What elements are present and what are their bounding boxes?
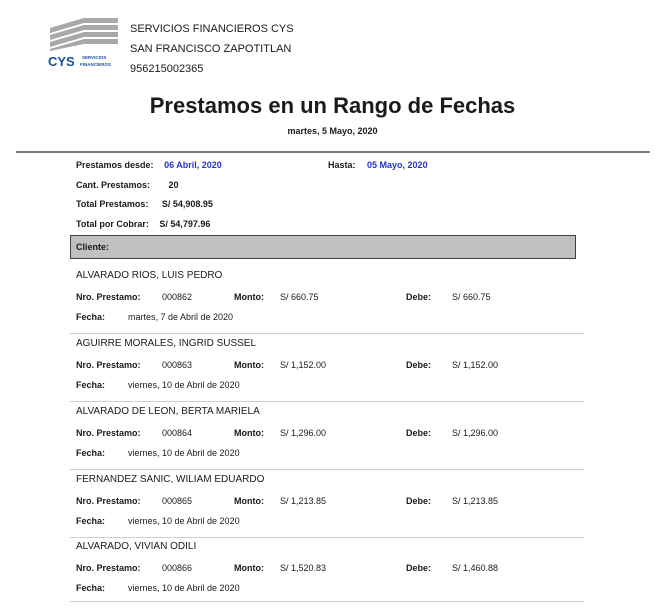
fecha-label: Fecha:: [76, 516, 106, 526]
cliente-header: Cliente:: [70, 235, 576, 259]
cobrar-label: Total por Cobrar:: [76, 219, 149, 229]
fecha-value: martes, 7 de Abril de 2020: [128, 312, 234, 322]
nro-label: Nro. Prestamo:: [76, 563, 141, 573]
svg-text:FINANCIEROS: FINANCIEROS: [80, 62, 112, 67]
desde-value: 06 Abril, 2020: [164, 160, 222, 170]
desde-label: Prestamos desde:: [76, 160, 154, 170]
nro-value: 000865: [162, 496, 193, 506]
company-logo: [44, 14, 120, 70]
nro-label: Nro. Prestamo:: [76, 360, 141, 370]
debe-label: Debe:: [406, 496, 432, 506]
debe-value: S/ 660.75: [452, 292, 491, 302]
monto-label: Monto:: [234, 428, 264, 438]
loan-divider: [70, 601, 584, 602]
debe-label: Debe:: [406, 292, 432, 302]
debe-value: S/ 1,296.00: [452, 428, 499, 438]
monto-label: Monto:: [234, 360, 264, 370]
fecha-label: Fecha:: [76, 448, 106, 458]
client-name: ALVARADO DE LEON, BERTA MARIELA: [76, 406, 260, 417]
monto-value: S/ 1,296.00: [280, 428, 327, 438]
monto-label: Monto:: [234, 292, 264, 302]
debe-label: Debe:: [406, 360, 432, 370]
loan-item: [70, 406, 590, 474]
nro-value: 000864: [162, 428, 193, 438]
debe-label: Debe:: [406, 428, 432, 438]
cant-label: Cant. Prestamos:: [76, 180, 151, 190]
company-phone: 956215002365: [130, 63, 204, 75]
monto-value: S/ 1,520.83: [280, 563, 327, 573]
cant-value: 20: [168, 180, 179, 190]
loan-item: [70, 474, 590, 542]
monto-label: Monto:: [234, 496, 264, 506]
monto-value: S/ 1,213.85: [280, 496, 327, 506]
company-info: [130, 19, 294, 79]
debe-label: Debe:: [406, 563, 432, 573]
monto-value: S/ 660.75: [280, 292, 319, 302]
nro-value: 000862: [162, 292, 193, 302]
client-name: AGUIRRE MORALES, INGRID SUSSEL: [76, 338, 257, 349]
svg-text:SERVICIOS: SERVICIOS: [82, 55, 107, 60]
cant-row: [76, 180, 179, 190]
loan-divider: [70, 469, 584, 470]
nro-label: Nro. Prestamo:: [76, 292, 141, 302]
loan-divider: [70, 333, 584, 334]
debe-value: S/ 1,213.85: [452, 496, 499, 506]
loan-item: [70, 338, 590, 406]
loan-divider: [70, 401, 584, 402]
fecha-label: Fecha:: [76, 583, 106, 593]
report-header: [0, 0, 665, 80]
hasta-label: Hasta:: [328, 160, 356, 170]
fecha-value: viernes, 10 de Abril de 2020: [128, 583, 240, 593]
loan-item: [70, 541, 590, 609]
nro-label: Nro. Prestamo:: [76, 496, 141, 506]
loan-item: [70, 270, 590, 338]
report-date: martes, 5 Mayo, 2020: [287, 126, 378, 136]
client-name: FERNANDEZ SANIC, WILIAM EDUARDO: [76, 474, 265, 485]
company-location: SAN FRANCISCO ZAPOTITLAN: [130, 43, 292, 55]
monto-label: Monto:: [234, 563, 264, 573]
hasta-value: 05 Mayo, 2020: [367, 160, 428, 170]
cobrar-row: [76, 219, 210, 229]
loan-divider: [70, 537, 584, 538]
header-divider: [16, 151, 650, 153]
fecha-value: viernes, 10 de Abril de 2020: [128, 516, 240, 526]
total-value: S/ 54,908.95: [161, 199, 213, 209]
report-title: Prestamos en un Rango de Fechas: [149, 93, 516, 118]
nro-label: Nro. Prestamo:: [76, 428, 141, 438]
total-row: [76, 199, 213, 209]
fecha-value: viernes, 10 de Abril de 2020: [128, 448, 240, 458]
debe-value: S/ 1,152.00: [452, 360, 499, 370]
cobrar-value: S/ 54,797.96: [159, 219, 211, 229]
client-name: ALVARADO, VIVIAN ODILI: [76, 541, 197, 552]
company-name: SERVICIOS FINANCIEROS CYS: [130, 23, 294, 35]
svg-text:CYS: CYS: [48, 54, 75, 69]
nro-value: 000863: [162, 360, 193, 370]
fecha-label: Fecha:: [76, 312, 106, 322]
hasta-row: [328, 160, 428, 170]
client-name: ALVARADO RIOS, LUIS PEDRO: [76, 270, 223, 281]
nro-value: 000866: [162, 563, 193, 573]
fecha-label: Fecha:: [76, 380, 106, 390]
total-label: Total Prestamos:: [76, 199, 149, 209]
desde-row: [76, 160, 222, 170]
monto-value: S/ 1,152.00: [280, 360, 327, 370]
debe-value: S/ 1,460.88: [452, 563, 499, 573]
fecha-value: viernes, 10 de Abril de 2020: [128, 380, 240, 390]
